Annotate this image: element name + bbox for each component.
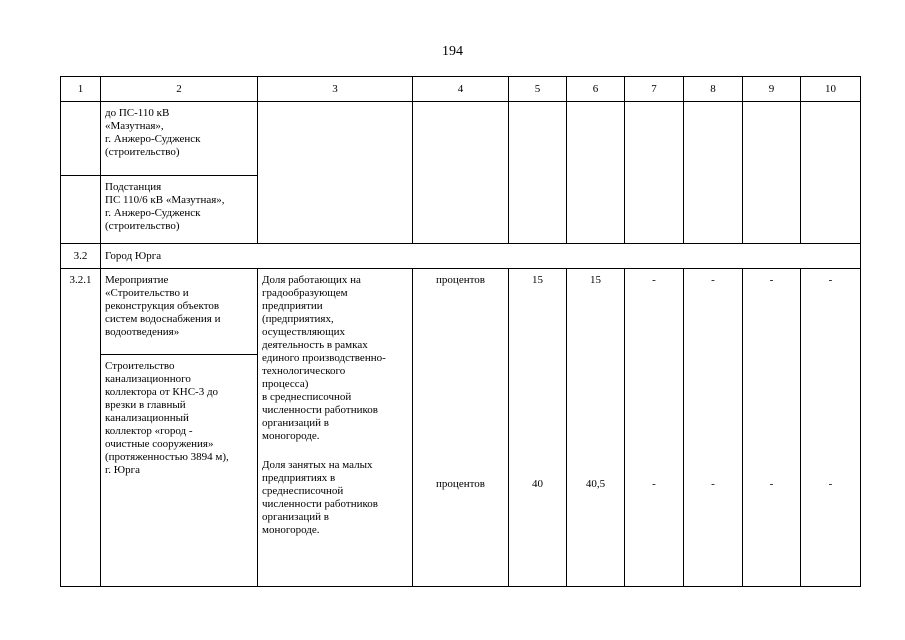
value-cell [743, 102, 801, 244]
header-cell-9: 9 [743, 77, 801, 102]
value-text: 15 [590, 274, 601, 286]
value-cell [684, 102, 743, 244]
value-cell [801, 269, 861, 587]
value-cell [743, 269, 801, 587]
value-text: - [828, 274, 833, 286]
name-cell: до ПС-110 кВ «Мазутная», г. Анжеро-Судженск (строительство) [101, 102, 258, 176]
page-number: 194 [442, 44, 463, 59]
table-row [61, 102, 861, 176]
row-number-cell [61, 176, 101, 244]
item-name-cell: Мероприятие «Строительство и реконструкция объектов систем водоснабжения и водоотведения» [101, 269, 258, 355]
header-cell-4: 4 [413, 77, 509, 102]
header-cell-8: 8 [684, 77, 743, 102]
unit-text: процентов [436, 274, 485, 286]
item-number: 3.2.1 [61, 269, 101, 587]
indicator-cell [258, 269, 413, 587]
unit-text: процентов [436, 478, 485, 490]
indicator-cell [258, 102, 413, 244]
value-cell [801, 102, 861, 244]
value-cell [684, 269, 743, 587]
header-cell-7: 7 [625, 77, 684, 102]
value-cell [509, 102, 567, 244]
unit-cell [413, 269, 509, 587]
value-text: - [828, 478, 833, 490]
item-name-cell: Строительство канализационного коллектора от КНС-3 до врезки в главный канализационный коллектор «город - очистные сооружения» (протяженностью 3894 м), г. Юрга [101, 355, 258, 587]
value-cell [509, 269, 567, 587]
header-cell-6: 6 [567, 77, 625, 102]
indicator-text: Доля занятых на малых предприятиях в среднесписочной численности работников организаций в моногороде. [262, 459, 378, 536]
value-text: 15 [532, 274, 543, 286]
name-cell: Подстанция ПС 110/6 кВ «Мазутная», г. Анжеро-Судженск (строительство) [101, 176, 258, 244]
value-text: - [769, 478, 774, 490]
header-row [61, 77, 861, 102]
value-cell [625, 102, 684, 244]
section-number: 3.2 [61, 244, 101, 269]
value-text: - [711, 478, 715, 490]
header-cell-10: 10 [801, 77, 861, 102]
value-text: - [652, 478, 656, 490]
header-cell-2: 2 [101, 77, 258, 102]
value-cell [567, 269, 625, 587]
value-text: - [652, 274, 656, 286]
value-text: - [769, 274, 774, 286]
section-title: Город Юрга [101, 244, 861, 269]
value-cell [567, 102, 625, 244]
header-cell-1: 1 [61, 77, 101, 102]
value-text: - [711, 274, 715, 286]
header-cell-3: 3 [258, 77, 413, 102]
indicator-text: Доля работающих на градообразующем предприятии (предприятиях, осуществляющих деятельность в рамках единого производственно- технологического процесса) в среднесписочной численности работников организаций в моногороде. [262, 274, 386, 442]
value-text: 40 [532, 478, 543, 490]
section-row [61, 244, 861, 269]
unit-cell [413, 102, 509, 244]
header-cell-5: 5 [509, 77, 567, 102]
value-cell [625, 269, 684, 587]
row-number-cell [61, 102, 101, 176]
data-table [60, 76, 861, 587]
value-text: 40,5 [585, 478, 606, 490]
table-row [61, 269, 861, 355]
